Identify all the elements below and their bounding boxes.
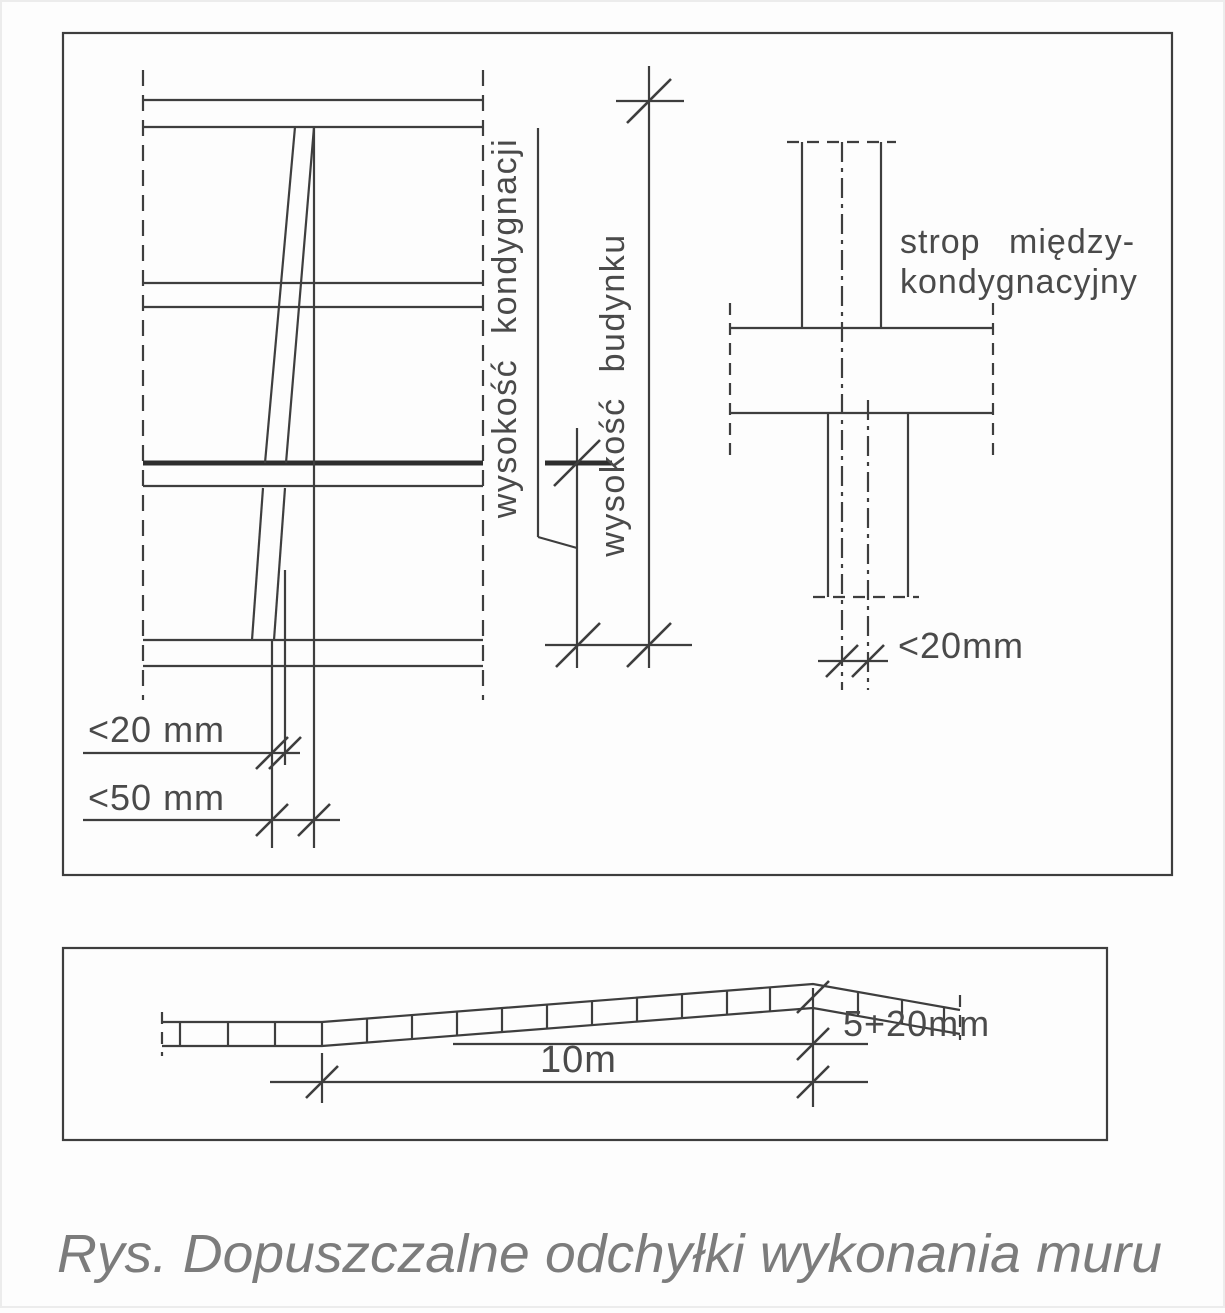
brick-course-diagram [162, 981, 990, 1107]
length-label: 10m [540, 1039, 617, 1081]
story-height-dim-jog [538, 537, 577, 548]
total-deviation-label: <50 mm [88, 777, 226, 818]
story-deviation-label: <20 mm [88, 709, 226, 750]
course-top-edge [162, 984, 960, 1022]
floor-slab-label-line1: strop między- [900, 223, 1136, 261]
wall-elevation-diagram [83, 66, 692, 848]
wall-section-diagram [730, 142, 1138, 690]
story-height-label: wysokość kondygnacji [486, 137, 524, 519]
axis-offset-label: <20mm [898, 625, 1025, 666]
level-deviation-label: 5+20mm [843, 1003, 991, 1044]
brick-joints [180, 987, 944, 1046]
tilted-wall-lower [252, 488, 263, 640]
top-panel [63, 33, 1172, 875]
tilted-wall-lower [274, 488, 285, 640]
bottom-panel [63, 948, 1107, 1140]
building-height-label: wysokość budynku [594, 233, 632, 557]
floor-slab-label-line2: kondygnacyjny [900, 263, 1138, 301]
figure-caption: Rys. Dopuszczalne odchyłki wykonania muru [57, 1224, 1162, 1284]
